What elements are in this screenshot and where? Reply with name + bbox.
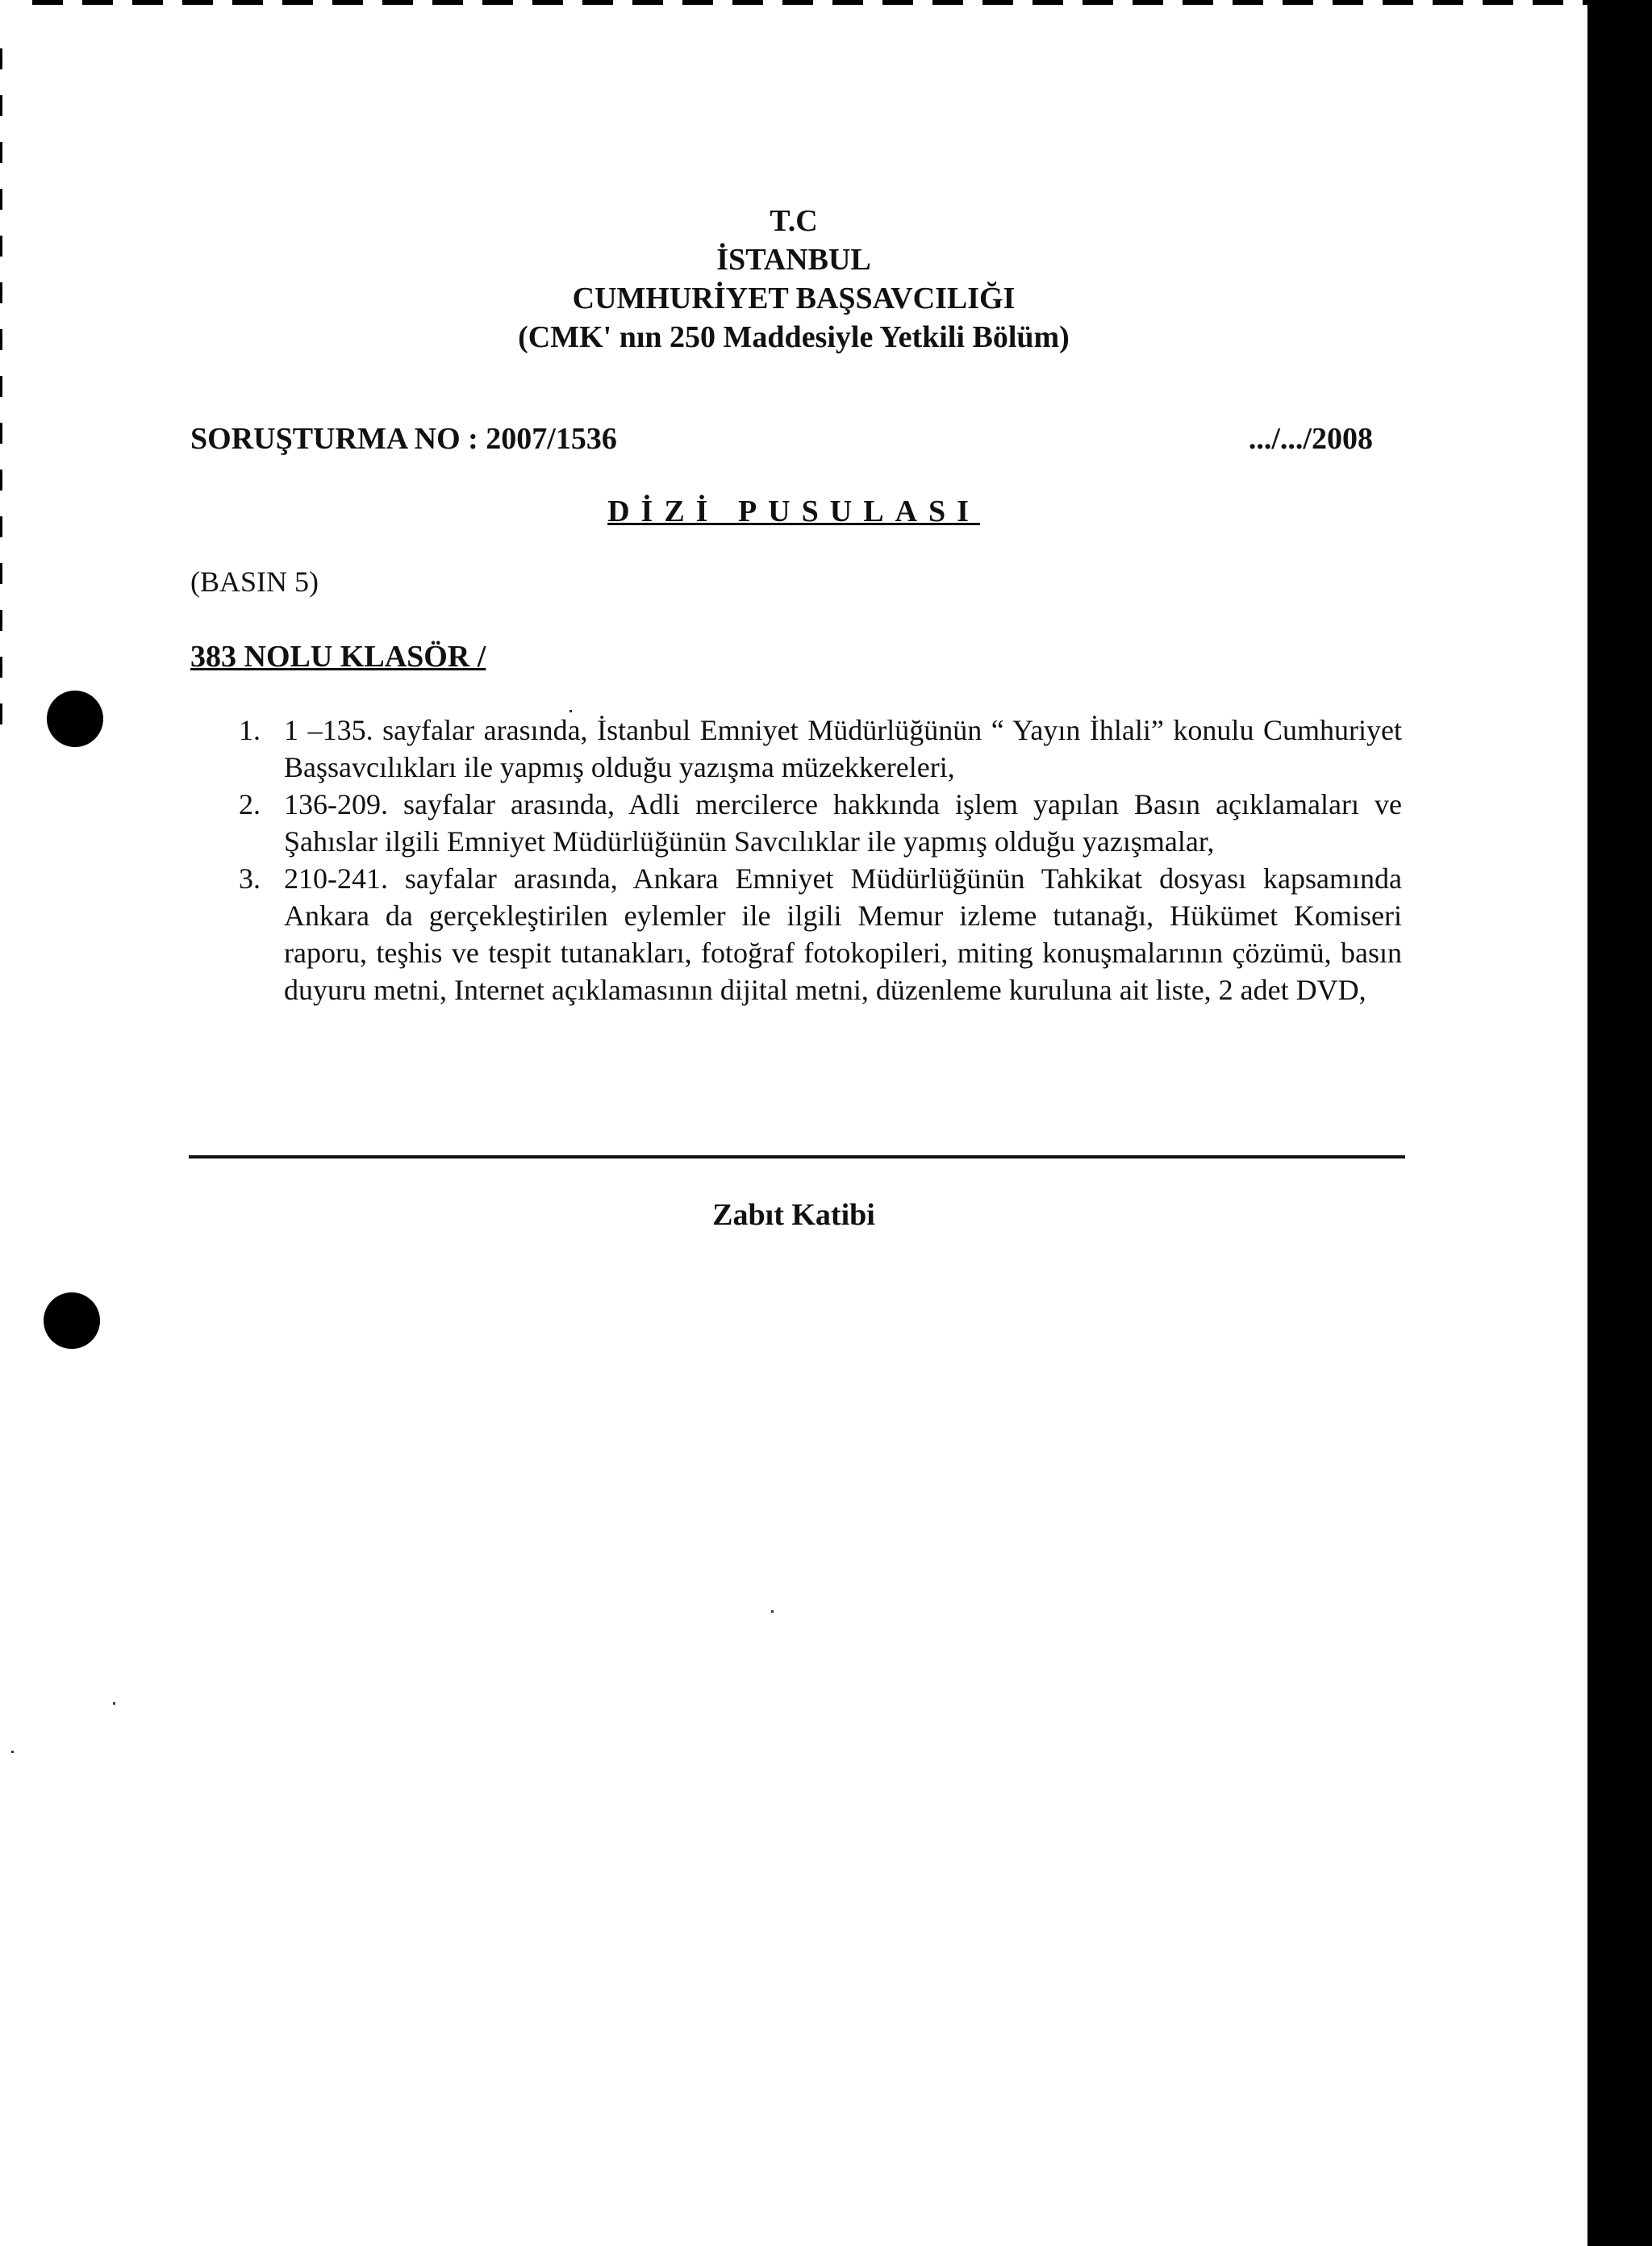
list-item	[239, 712, 1402, 786]
item-number: 3.	[239, 862, 261, 895]
item-text: 136-209. sayfalar arasında, Adli mercilerce hakkında işlem yapılan Basın açıklamaları ve Şahıslar ilgili Emniyet Müdürlüğünün Savcılıklar ile yapmış olduğu yazışmalar,	[284, 788, 1402, 858]
document-date: .../.../2008	[1248, 422, 1373, 456]
item-text: 1 –135. sayfalar arasında, İstanbul Emniyet Müdürlüğünün “ Yayın İhlali” konulu Cumhuriyet Başsavcılıkları ile yapmış olduğu yazışma müzekkereleri,	[284, 714, 1402, 783]
header-country: T.C	[770, 204, 818, 238]
scan-right-edge	[1587, 0, 1652, 2246]
document-header	[0, 202, 1587, 357]
scan-left-edge	[0, 48, 2, 742]
scan-speck	[771, 1610, 774, 1613]
header-department: (CMK' nın 250 Maddesiyle Yetkili Bölüm)	[518, 320, 1070, 354]
subheading: (BASIN 5)	[190, 566, 319, 598]
scan-top-edge	[32, 0, 1587, 5]
item-number: 2.	[239, 788, 261, 820]
punch-hole-top	[47, 691, 103, 747]
reference-row	[190, 421, 1373, 457]
header-office: CUMHURİYET BAŞSAVCILIĞI	[572, 282, 1016, 315]
item-number: 1.	[239, 714, 261, 746]
item-text: 210-241. sayfalar arasında, Ankara Emniyet Müdürlüğünün Tahkikat dosyası kapsamında Ankara da gerçekleştirilen eylemler ile ilgili Memur izleme tutanağı, Hükümet Komiseri raporu, teşhis ve tespit tutanakları, fotoğraf fotokopileri, miting konuşmalarının çözümü, basın duyuru metni, Internet açıklamasının dijital metni, düzenleme kuruluna ait liste, 2 adet DVD,	[284, 862, 1402, 1006]
investigation-number: SORUŞTURMA NO : 2007/1536	[190, 422, 617, 456]
scan-speck	[11, 1751, 14, 1753]
punch-hole-bottom	[44, 1292, 100, 1349]
scan-speck	[113, 1702, 115, 1705]
folder-heading: 383 NOLU KLASÖR /	[190, 640, 486, 674]
list-item	[239, 860, 1402, 1008]
index-list	[239, 712, 1402, 1008]
signature-label: Zabıt Katibi	[712, 1198, 875, 1232]
signature-divider	[189, 1155, 1405, 1158]
page-title: DİZİ PUSULASI	[607, 495, 980, 528]
list-item	[239, 786, 1402, 860]
header-city: İSTANBUL	[716, 243, 871, 277]
